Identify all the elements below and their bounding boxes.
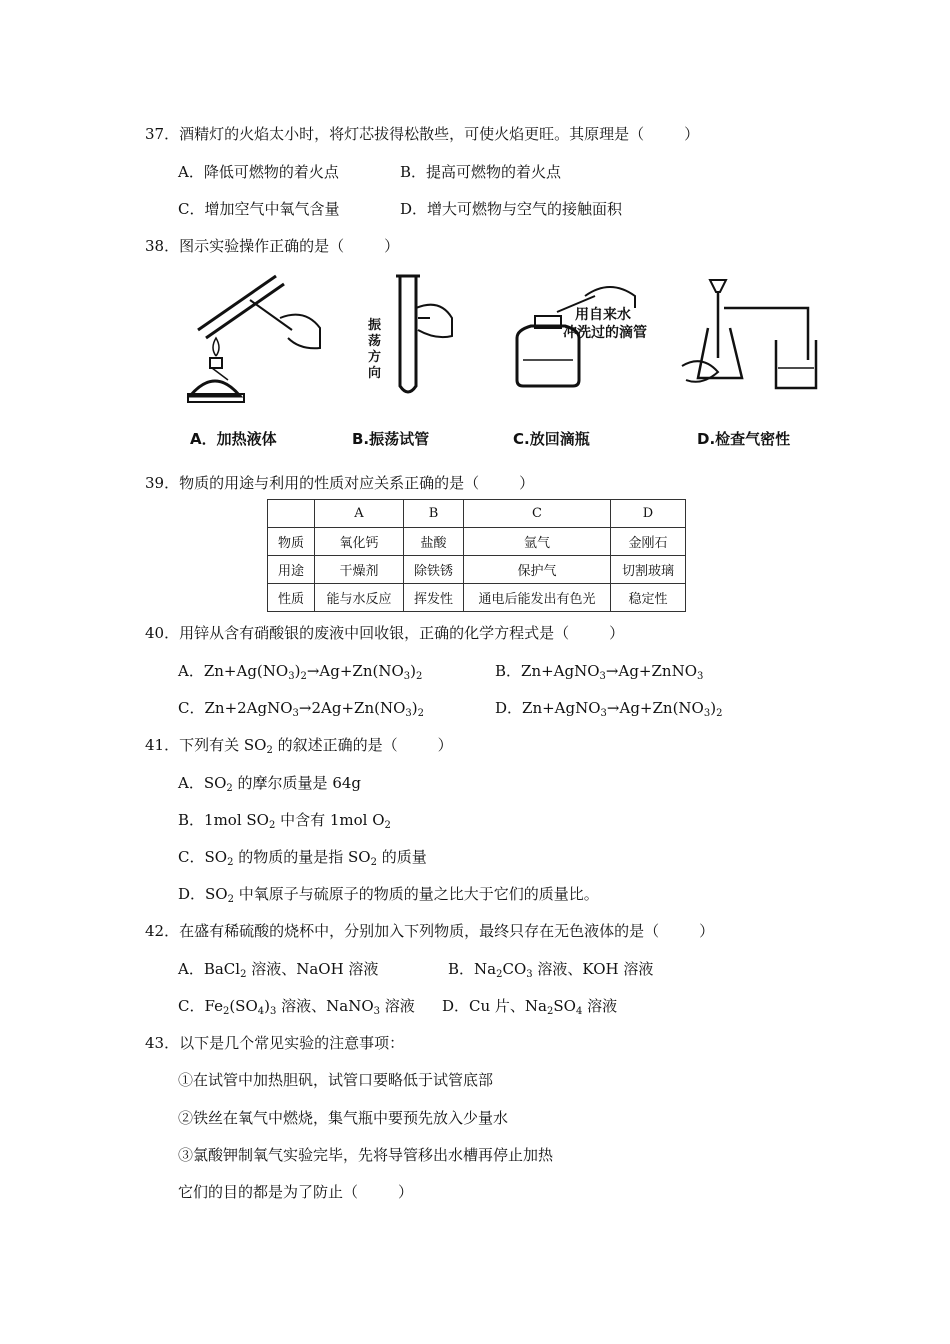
question-37-stem: 37．酒精灯的火焰太小时，将灯芯拔得松散些，可使火焰更旺。其原理是（ ） [145,125,700,143]
note-item-1: ①在试管中加热胆矾，试管口要略低于试管底部 [178,1071,494,1089]
option-37-b: B．提高可燃物的着火点 [400,163,562,181]
airtightness-figure [678,268,820,418]
option-37-c: C．增加空气中氧气含量 [178,200,340,218]
question-42-stem: 42．在盛有稀硫酸的烧杯中，分别加入下列物质，最终只存在无色液体的是（ ） [145,922,715,940]
question-41-stem: 41．下列有关 $SO_2$ 的叙述正确的是（ ） [145,736,453,756]
option-42-d: D．Cu 片、$Na_2SO_4$ 溶液 [442,997,618,1017]
option-41-d: D．$SO_2$ 中氧原子与硫原子的物质的量之比大于它们的质量比。 [178,885,599,905]
caption-a: A．加热液体 [190,430,277,448]
question-38-stem: 38．图示实验操作正确的是（ ） [145,237,400,255]
dropper-label: 用自来水 冲洗过的滴管 [563,307,647,341]
option-40-d: D．$Zn+AgNO_3\to Ag+Zn(NO_3)_2$ [495,699,723,719]
option-42-c: C．$Fe_2(SO_4)_3$ 溶液、NaNO$_3$ 溶液 [178,997,415,1017]
option-37-a: A．降低可燃物的着火点 [178,163,339,181]
caption-c: C.放回滴瓶 [513,430,590,448]
caption-b: B.振荡试管 [352,430,430,448]
option-42-b: B．$Na_2CO_3$ 溶液、KOH 溶液 [448,960,654,980]
shake-direction-label: 振 荡 方 向 [368,318,382,381]
option-42-a: A．BaCl$_2$ 溶液、NaOH 溶液 [178,960,379,980]
option-40-a: A．$Zn+Ag(NO_3)_2\to Ag+Zn(NO_3)_2$ [178,662,423,682]
option-40-b: B．Zn+AgNO$_3$→Ag+ZnNO$_3$ [495,662,704,682]
property-table [267,499,686,612]
option-37-d: D．增大可燃物与空气的接触面积 [400,200,623,218]
option-41-c: C．$SO_2$ 的物质的量是指 $SO_2$ 的质量 [178,848,427,868]
table-row: 用途 干燥剂 除铁锈 保护气 切割玻璃 [268,556,686,584]
table-header-row: A B C D [268,500,686,528]
option-41-a: A．$SO_2$ 的摩尔质量是 64g [178,774,362,794]
note-item-2: ②铁丝在氧气中燃烧，集气瓶中要预先放入少量水 [178,1109,509,1127]
dropper-bottle-figure [505,268,675,418]
option-41-b: B．1mol $SO_2$ 中含有 1mol $O_2$ [178,811,391,831]
question-40-stem: 40．用锌从含有硝酸银的废液中回收银，正确的化学方程式是（ ） [145,624,625,642]
question-39-stem: 39．物质的用途与利用的性质对应关系正确的是（ ） [145,474,535,492]
question-43-stem: 43．以下是几个常见实验的注意事项： [145,1034,405,1052]
heating-liquid-figure [180,268,330,418]
question-43-tail: 它们的目的都是为了防止（ ） [178,1183,414,1201]
option-40-c: C．$Zn+2AgNO_3\to 2Ag+Zn(NO_3)_2$ [178,699,425,719]
note-item-3: ③氯酸钾制氧气实验完毕，先将导管移出水槽再停止加热 [178,1146,554,1164]
caption-d: D.检查气密性 [697,430,791,448]
table-row: 性质 能与水反应 挥发性 通电后能发出有色光 稳定性 [268,584,686,612]
table-row: 物质 氧化钙 盐酸 氩气 金刚石 [268,528,686,556]
